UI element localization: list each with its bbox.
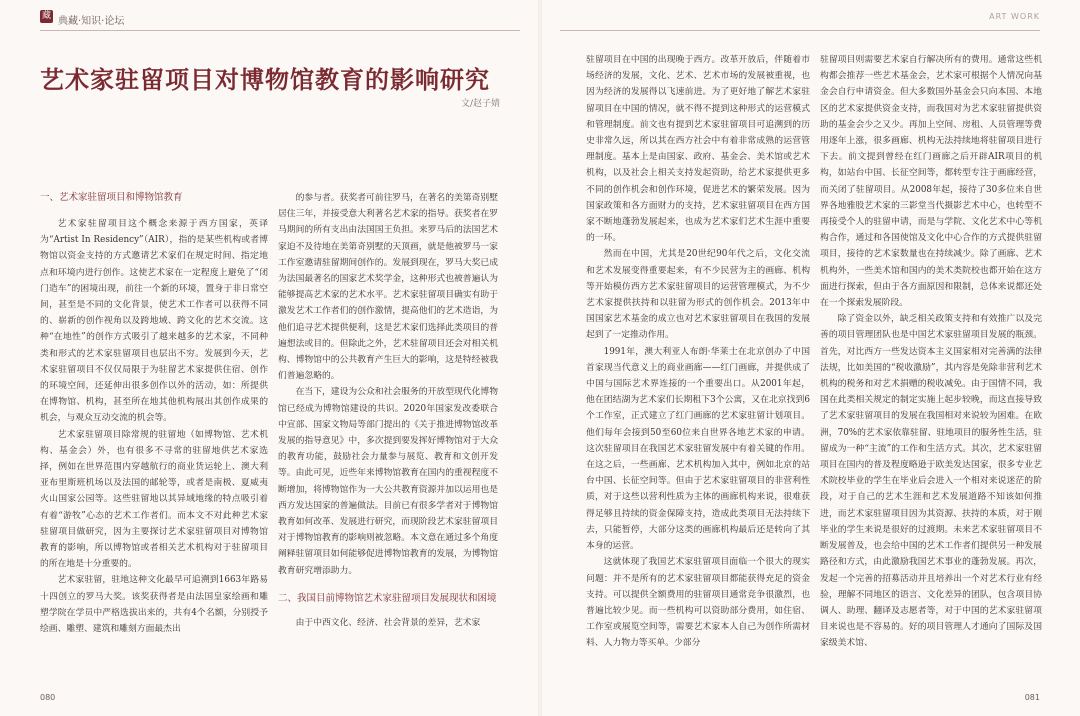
- section-heading-1: 一、艺术家驻留项目和博物馆教育: [40, 192, 183, 203]
- text-column-3: [586, 52, 810, 696]
- paragraph: 由于中西文化、经济、社会背景的差异，艺术家: [295, 617, 481, 628]
- paragraph: 然而在中国，尤其是20世纪90年代之后，文化交流和艺术发展变得重要起来，有不少民营为主的画廊、机构等开始模仿西方艺术家驻留项目的运营管理模式，为不少艺术家提供扶持和以驻留为形式的创作机会。2013年中国国家艺术基金的成立也对艺术家驻留项目在我国的发展起到了一定推动作用。: [586, 249, 810, 341]
- text-column-2: [278, 190, 498, 696]
- header-rule: [560, 30, 1040, 31]
- paragraph: 这就体现了我国艺术家驻留项目面临一个很大的现实问题：并不是所有的艺术家驻留项目都能获得充足的资金支持。可以提供全额费用的驻留项目通常竞争很激烈，也普遍比较少见。而一些机构可以资助部分费用，如住宿、工作室或展览空间等，需要艺术家本人自己为创作所需材料、人力物力等买单。少部分: [586, 557, 810, 649]
- paragraph: 的参与者。获奖者可前往罗马，在著名的美第奇别墅居住三年，并接受意大利著名艺术家的指导。获奖者在罗马期间的所有支出由法国国王负担。来罗马后的法国艺术家迫不及待地在美第奇别墅的天顶画，就是他被罗马一家工作室邀请驻留期间创作的。发展到现在，罗马大奖已成为法国最著名的国家艺术奖学金，这种形式也被普遍认为能够提高艺术家的艺术水平。艺术家驻留项目确实有助于激发艺术工作者们的创作激情，提高他们的艺术造诣，为他们追寻艺术提供便利，这是艺术家们选择此类项目的普遍想法或目的。但除此之外，艺术驻留项目还会对相关机构、博物馆中的公共教育产生巨大的影响，这是特经被我们普遍忽略的。: [278, 193, 498, 382]
- paragraph: 1991年，澳大利亚人布朗·华莱士在北京创办了中国首家现当代意义上的商业画廊——红门画廊，并提供成了中国与国际艺术界连接的一个重要出口。从2001年起，他在团结湖为艺术家们长期租下3个公寓，又在北京找到6个工作室，正式建立了红门画廊的艺术家驻留计划项目。他们每年会接到50至60位来自世界各地艺术家的申请。这次驻留项目在我国艺术家驻留发展中有着关键的作用。在这之后，一些画廊、艺术机构加入其中，例如北京的站台中国、长征空间等。但由于艺术家驻留项目的非营利性质，对于这些以营利性质为主体的画廊机构来说，很难获得足够且持续的资金保障支持，造成此类项目无法持续下去，只能暂停，大部分这类的画廊机构最后还是转向了其本身的运营。: [586, 346, 810, 552]
- page-number-right: 081: [1024, 693, 1040, 702]
- text-column-4: [820, 52, 1042, 696]
- header-art-work-label: ART WORK: [989, 12, 1040, 21]
- paragraph: 在当下，建设为公众和社会服务的开放型现代化博物馆已经成为博物馆建设的共识。2020年国家发改委联合中宣部、国家文物局等部门提出的《关于推进博物馆改革发展的指导意见》中，多次提到要发挥好博物馆对于大众的教育功能，鼓励社会力量参与展览、教育和文创开发等。由此可见，近些年来博物馆教育在国内的重视程度不断增加，将博物馆作为一大公共教育资源并加以运用也是西方发达国家的普遍做法。目前已有很多学者对于博物馆教育如何改革、发展进行研究，而现阶段艺术家驻留项目对于博物馆教育的影响则被忽略。本文意在通过多个角度阐释驻留项目如何能够促进博物馆教育的发展，为博物馆教育研究增添助力。: [278, 387, 498, 576]
- article-author: 文/赵子婧: [460, 99, 500, 109]
- article-title: 艺术家驻留项目对博物馆教育的影响研究: [40, 65, 490, 94]
- page-number-left: 080: [40, 693, 56, 702]
- header-rule: [40, 30, 520, 31]
- paragraph: 除了资金以外，缺乏相关政策支持和有效推广以及完善的项目管理团队也是中国艺术家驻留项目发展的瓶颈。首先，对比西方一些发达资本主义国家相对完善满的法律法规，比如美国的“税收激励”，其内容是免除非营利艺术机构的税务和对艺术捐赠的税收减免。由于国情不同，我国在此类相关规定的制定实施上起步较晚，而这直接导致了艺术家驻留项目的发展在我国相对来说较为困难。在欧洲，70%的艺术家依靠驻留、驻地项目的服务性生活，驻留成为一种“主流”的工作和生活方式。其次，艺术家驻留项目在国内的普及程度略逊于欧美发达国家，很多专业艺术院校毕业的学生在毕业后会进入一个相对来说迷茫的阶段，对于自己的艺术生涯和艺术发展道路不知该如何推进，而艺术家驻留项目因为其资源、扶持的本质，对于刚毕业的学生来说是很好的过渡期。未来艺术家驻留项目不断发展普及，也会给中国的艺术工作者们提供另一种发展路径和方式，由此激励我国艺术事业的蓬勃发展。再次，发起一个完善的招募活动并且培养出一个对艺术行业有经验，理解不同地区的语言、文化差异的团队，包含项目协调人、助理、翻译及志愿者等，对于中国的艺术家驻留项目来说也是不容易的。好的项目管理人才通向了国际及国家级美术馆、: [820, 314, 1042, 649]
- text-column-1: [40, 190, 268, 635]
- section-heading-2: 二、我国目前博物馆艺术家驻留项目发展现状和困境: [278, 592, 497, 604]
- right-page: [540, 0, 1080, 716]
- paragraph: 艺术家驻留项目除常规的驻留地（如博物馆、艺术机构、基金会）外，也有很多不寻常的驻留地供艺术家选择，例如在世界范围内穿越航行的商业货运轮上、澳大利亚布里斯班机场以及法国的邮轮等，或者是南极、夏威夷火山国家公园等。这些驻留地以其异域地缘的特点吸引着有着“游牧”心态的艺术工作者们。而本文不对此种艺术家驻留项目做研究，因为主要探讨艺术家驻留项目对博物馆教育的影响，所以博物馆或者相关艺术机构对于驻留项目的所在地是十分重要的。: [40, 429, 268, 570]
- paragraph: 艺术家驻留项目这个概念来源于西方国家，英译为“Artist In Residency”（AIR），指的是某些机构或者博物馆以资金支持的方式邀请艺术家们在规定时间、指定地点和环境内进行创作。这使艺术家在一定程度上避免了“闭门造车”的困境出现，前往一个新的环境，置身于非日常空间，甚至是不同的文化背景，使艺术工作者可以获得不同的、崭新的创作视角以及跨地域、跨文化的艺术交流。这种“在地性”的创作方式吸引了越来越多的艺术家，不同种类和形式的艺术家驻留项目也层出不穷。发展到今天，艺术家驻留项目不仅仅局限于为驻留艺术家提供住宿、创作的环境空间，还延伸出很多创作以外的活动，如：所提供在博物馆、机构，甚至所在地其他机构展出其创作成果的机会，与观众互动交流的机会等。: [40, 219, 268, 424]
- paragraph: 驻留项目则需要艺术家自行解决所有的费用。通常这些机构都会推荐一些艺术基金会，艺术家可根据个人情况向基金会自行申请资金。但大多数国外基金会只向本国、本地区的艺术家提供资金支持，而我国对为艺术家驻留提供资助的基金会少之又少。再加上空间、房租、人员管理等费用逐年上涨，很多画廊、机构无法持续地将驻留项目进行下去。前文提到曾经在红门画廊之后开辟AIR项目的机构，如站台中国、长征空间等，都转型专注于画廊经营，而关闭了驻留项目。从2008年起，接待了30多位来自世界各地雅股艺术家的三影堂当代摄影艺术中心，也转型不再接受个人的驻留申请，而是与学院、文化艺术中心等机构合作，通过和各国使馆及文化中心合作的方式提供驻留项目，接待的艺术家数量也在持续减少。除了画廊、艺术机构外，一些美术馆和国内的美术类院校也都开始在这方面进行探索，但由于各方面原因和限制，总体来说都还处在一个探索发展阶段。: [820, 55, 1042, 309]
- paragraph: 艺术家驻留，驻地这种文化最早可追溯到1663年路易十四创立的罗马大奖。该奖获得者是由法国皇家绘画和雕塑学院在学员中严格选拔出来的，共有4个名额，分别授予绘画、雕塑、建筑和雕刻方面最杰出: [40, 575, 268, 635]
- magazine-logo-icon: 藏: [41, 11, 51, 21]
- paragraph: 驻留项目在中国的出现晚于西方。改革开放后，伴随着市场经济的发展，文化、艺术、艺术市场的发展被重视，也因为经济的发展得以飞速前进。为了更好地了解艺术家驻留项目在中国的情况，就不得不提到这种形式的运营模式和管理制度。前文也有提到艺术家驻留项目可追溯到的历史非常久远，所以其在西方社会中有着非常成熟的运营管理制度。基本上是由国家、政府、基金会、美术馆或艺术机构，以及社会上相关支持发起资助，给艺术家提供更多不同的创作机会和创作环境，促进艺术的繁荣发展。因为国家政策和各方面财力的支持，艺术家驻留项目在西方国家不断地蓬勃发展起来，也成为艺术家们艺术生涯中重要的一环。: [586, 55, 810, 244]
- header-section-label: 典藏·知识·论坛: [58, 16, 125, 27]
